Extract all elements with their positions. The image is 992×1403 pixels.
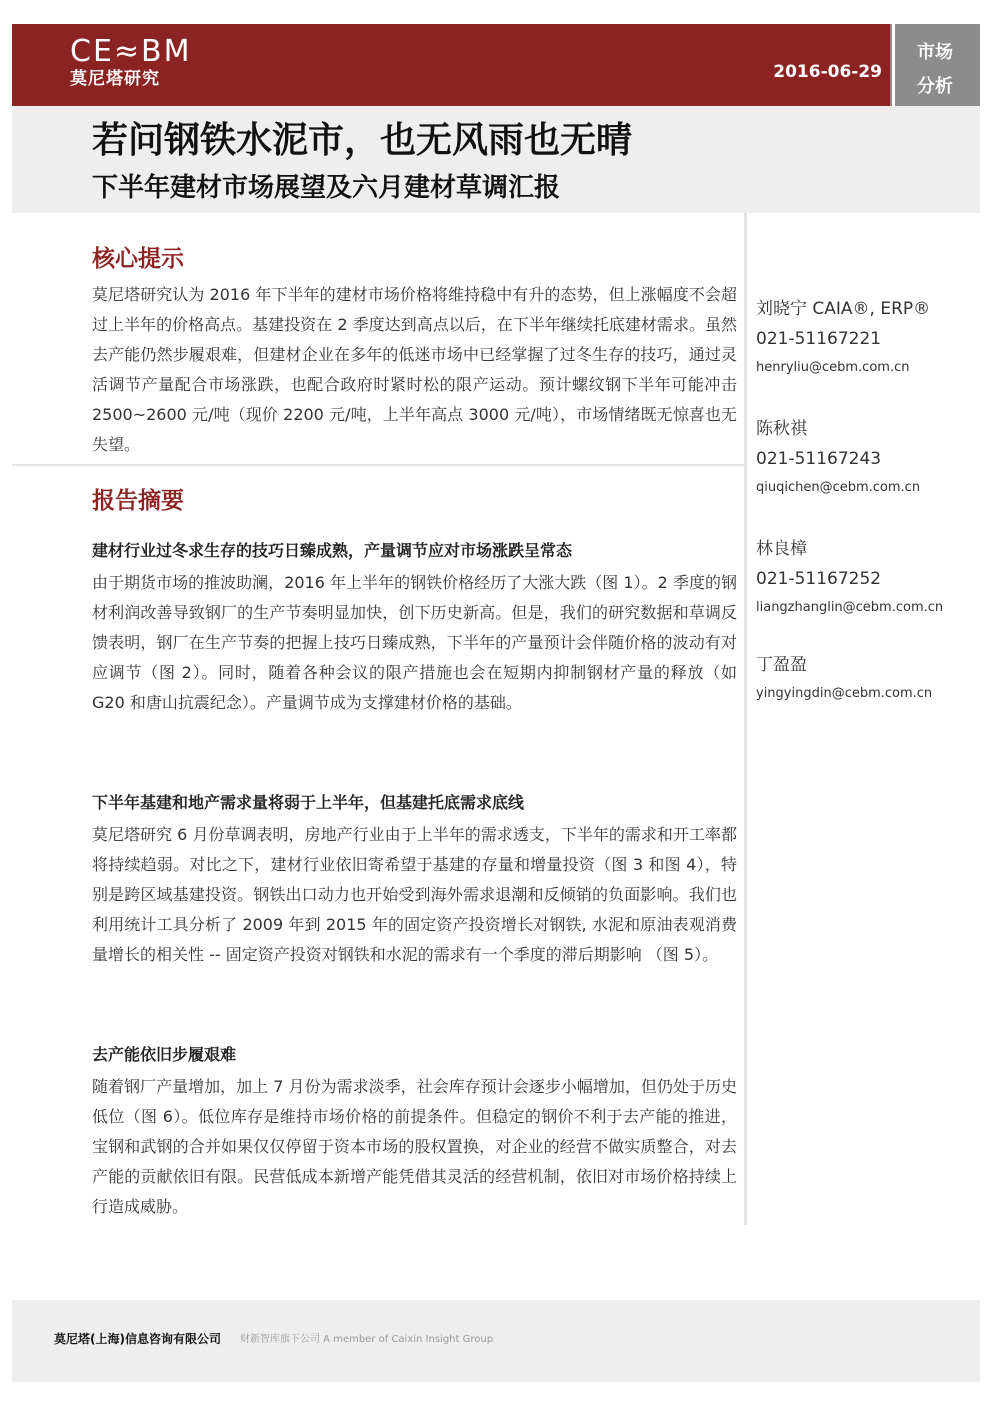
report-type-box [890,24,980,106]
summary-section-title: 建材行业过冬求生存的技巧日臻成熟，产量调节应对市场涨跌呈常态 [92,541,573,560]
analyst-card [756,296,980,378]
logo-mark: CE≈BM [70,34,192,69]
analyst-email[interactable]: liangzhanglin@cebm.com.cn [756,600,944,615]
report-type-line2: 分析 [917,76,953,97]
logo-subtitle: 莫尼塔研究 [70,69,160,89]
summary-heading: 报告摘要 [92,488,184,514]
main-title: 若问钢铁水泥市，也无风雨也无晴 [92,120,633,161]
type-box-divider [892,24,895,106]
analyst-card [756,536,980,618]
core-heading: 核心提示 [92,246,184,272]
core-text: 莫尼塔研究认为 2016 年下半年的建材市场价格将维持稳中有升的态势，但上涨幅度不会超过上半年的价格高点。基建投资在 2 季度达到高点以后，在下半年继续托底建材需求。虽然去产能仍然步履艰难，但建材企业在多年的低迷市场中已经掌握了过冬生存的技巧，通过灵活调节产量配合市场涨跌，也配合政府时紧时松的限产运动。预计螺纹钢下半年可能冲击 2500~2600 元/吨（现价 2200 元/吨，上半年高点 3000 元/吨），市场情绪既无惊喜也无失望。 [92,285,737,454]
analyst-card [756,652,980,704]
analyst-name: 丁盈盈 [756,655,807,675]
summary-section-title: 去产能依旧步履艰难 [92,1045,237,1064]
report-date: 2016-06-29 [773,62,882,82]
sub-title: 下半年建材市场展望及六月建材草调汇报 [92,173,561,203]
analyst-email[interactable]: henryliu@cebm.com.cn [756,360,910,375]
summary-section-text: 莫尼塔研究 6 月份草调表明，房地产行业由于上半年的需求透支，下半年的需求和开工率都将持续趋弱。对比之下，建材行业依旧寄希望于基建的存量和增量投资（图 3 和图 4），特别是跨区域基建投资。钢铁出口动力也开始受到海外需求退潮和反倾销的负面影响。我们也利用统计工具分析了 2009 年到 2015 年的固定资产投资增长对钢铁, 水泥和原油表观消费量增长的相关性 -- 固定资产投资对钢铁和水泥的需求有一个季度的滞后期影响 （图 5）。 [92,825,737,964]
cebm-logo [70,36,200,92]
analyst-email[interactable]: qiuqichen@cebm.com.cn [756,480,921,495]
analyst-name: 陈秋祺 [756,419,807,439]
analyst-phone: 021-51167243 [756,449,882,469]
column-divider [744,213,747,1225]
section-divider [12,464,744,466]
summary-section-text: 随着钢厂产量增加，加上 7 月份为需求淡季，社会库存预计会逐步小幅增加，但仍处于历史低位（图 6）。低位库存是维持市场价格的前提条件。但稳定的钢价不利于去产能的推进，宝钢和武钢的合并如果仅仅停留于资本市场的股权置换，对企业的经营不做实质整合，对去产能的贡献依旧有限。民营低成本新增产能凭借其灵活的经营机制，依旧对市场价格持续上行造成威胁。 [92,1077,737,1216]
analyst-name: 林良樟 [756,539,807,559]
summary-section-title: 下半年基建和地产需求量将弱于上半年，但基建托底需求底线 [92,793,525,812]
summary-section-text: 由于期货市场的推波助澜，2016 年上半年的钢铁价格经历了大涨大跌（图 1）。2 季度的钢材利润改善导致钢厂的生产节奏明显加快，创下历史新高。但是，我们的研究数据和草调反馈表明，钢厂在生产节奏的把握上技巧日臻成熟，下半年的产量预计会伴随价格的波动有对应调节（图 2）。同时，随着各种会议的限产措施也会在短期内抑制钢材产量的释放（如 G20 和唐山抗震纪念）。产量调节成为支撑建材价格的基础。 [92,573,737,712]
analyst-email[interactable]: yingyingdin@cebm.com.cn [756,686,933,701]
analyst-phone: 021-51167221 [756,329,882,349]
footer-company: 莫尼塔(上海)信息咨询有限公司 [54,1332,221,1346]
footer-group: 财新智库旗下公司 A member of Caixin Insight Group [240,1334,494,1345]
analyst-phone: 021-51167252 [756,569,882,589]
report-type-line1: 市场 [917,42,953,63]
analyst-name: 刘晓宁 CAIA®, ERP® [756,299,931,319]
analyst-card [756,416,980,498]
